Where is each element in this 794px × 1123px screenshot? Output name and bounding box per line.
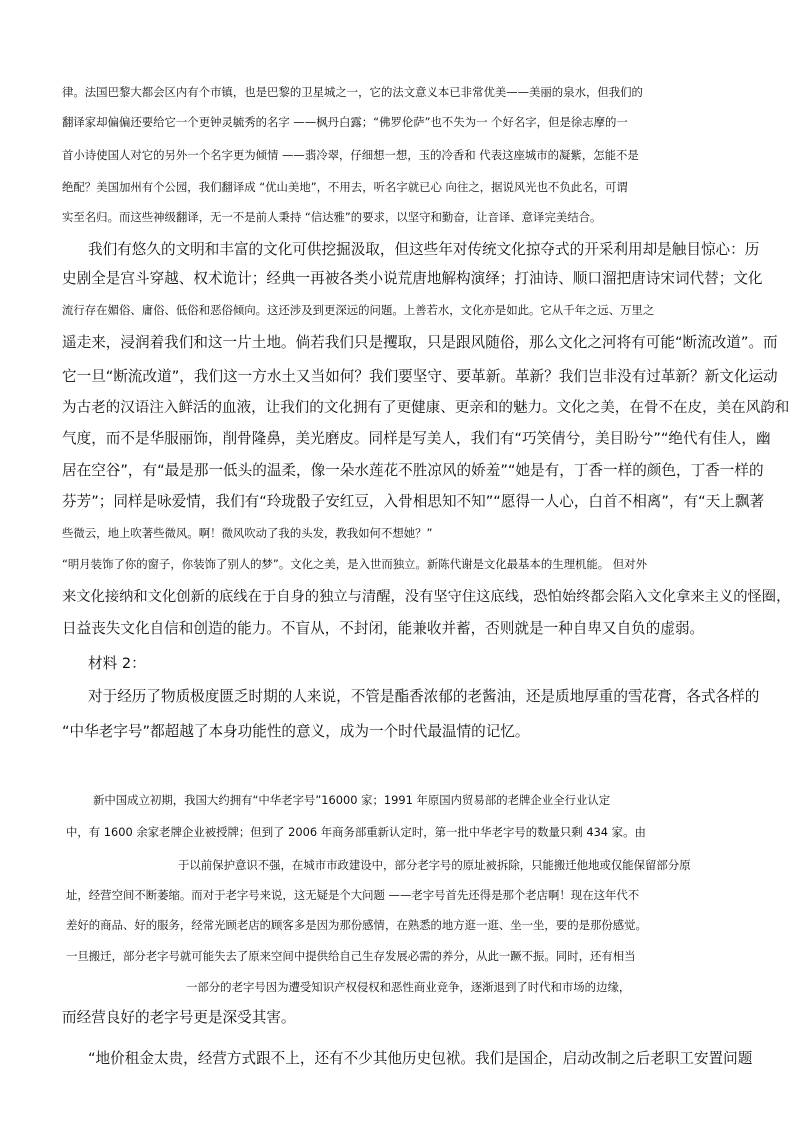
text-line: 差好的商品、好的服务，经常光顾老店的顾客多是因为那份感情，在熟悉的地方逛一逛、坐一坐，要的是那份感觉。: [66, 918, 647, 932]
text-line: 遥走来，浸润着我们和这一片土地。倘若我们只是攫取，只是跟风随俗，那么文化之河将有可能“断流改道”。而: [62, 334, 778, 351]
text-line: 为古老的汉语注入鲜活的血液，让我们的文化拥有了更健康、更亲和的魅力。文化之美，在骨不在皮，美在风韵和: [62, 399, 790, 416]
text-line: 于以前保护意识不强，在城市市政建设中，部分老字号的原址被拆除，只能搬迁他地或仅能保留部分原: [178, 858, 691, 872]
text-line: 首小诗使国人对它的另外一个名字更为倾情 ——翡冷翠，仔细想一想，玉的冷香和 代表这座城市的凝紫，怎能不是: [62, 148, 639, 162]
text-line: 流行存在媚俗、庸俗、低俗和恶俗倾向。这还涉及到更深远的问题。上善若水，文化亦是如此。它从千年之远、万里之: [62, 303, 655, 317]
text-line: 翻译家却偏偏还要给它一个更钟灵毓秀的名字 ——枫丹白露；“佛罗伦萨”也不失为一 个好名字，但是徐志摩的一: [62, 115, 628, 129]
text-line: 芬芳”；同样是咏爱情，我们有“玲珑骰子安红豆，入骨相思知不知”“愿得一人心，白首不相离”，有“天上飘著: [62, 493, 765, 510]
text-line: 实至名归。而这些神级翻译，无一不是前人秉持 “信达雅”的要求，以坚守和勤奋，让音译、意译完美结合。: [62, 210, 602, 224]
text-line: 址，经营空间不断萎缩。而对于老字号来说，这无疑是个大问题 ——老字号首先还得是那个老店啊！现在这年代不: [66, 888, 640, 902]
text-line: 对于经历了物质极度匮乏时期的人来说，不管是酯香浓郁的老酱油，还是质地厚重的雪花膏，各式各样的: [88, 688, 760, 705]
text-line: 气度，而不是华服丽饰，削骨隆鼻，美光磨皮。同样是写美人，我们有“巧笑倩兮，美目盼兮”“绝代有佳人，幽: [62, 430, 771, 447]
text-line: 新中国成立初期，我国大约拥有“中华老字号”16000 家；1991 年原国内贸易部的老牌企业全行业认定: [93, 793, 611, 807]
text-line: 一部分的老字号因为遭受知识产权侵权和恶性商业竞争，逐渐退到了时代和市场的边缘，: [186, 980, 631, 994]
text-line: “地价租金太贵，经营方式跟不上，还有不少其他历史包袱。我们是国企，启动改制之后老职工安置问题: [88, 1050, 753, 1067]
text-line: “明月装饰了你的窗子，你装饰了别人的梦”。文化之美，是入世而独立。新陈代谢是文化最基本的生理机能。 但对外: [62, 557, 647, 571]
text-line: 中，有 1600 余家老牌企业被授牌；但到了 2006 年商务部重新认定时，第一批中华老字号的数量只剩 434 家。由: [66, 825, 646, 839]
text-line: 日益丧失文化自信和创造的能力。不盲从，不封闭，能兼收并蓄，否则就是一种自卑又自负的虚弱。: [62, 620, 705, 637]
text-line: 一旦搬迁，部分老字号就可能失去了原来空间中提供给自己生存发展必需的养分，从此一蹶不振。同时，还有相当: [66, 949, 636, 963]
text-line: 它一旦“断流改道”，我们这一方水土又当如何？我们要坚守、要革新。革新？我们岂非没有过革新？新文化运动: [62, 368, 778, 385]
text-line: 我们有悠久的文明和丰富的文化可供挖掘汲取，但这些年对传统文化掠夺式的开采利用却是触目惊心：历: [88, 241, 760, 258]
text-line: 而经营良好的老字号更是深受其害。: [62, 1009, 296, 1026]
text-line: “中华老字号”都超越了本身功能性的意义，成为一个时代最温情的记忆。: [62, 723, 530, 740]
text-line: 来文化接纳和文化创新的底线在于自身的独立与清醒，没有坚守住这底线，恐怕始终都会陷入文化拿来主义的怪圈，: [62, 589, 791, 605]
text-line: 史剧全是宫斗穿越、权术诡计；经典一再被各类小说荒唐地解构演绎；打油诗、顺口溜把唐诗宋词代替；文化: [62, 270, 763, 287]
text-line: 绝配？美国加州有个公园，我们翻译成 “优山美地”，不用去，听名字就已心 向往之，据说风光也不负此名，可谓: [62, 180, 628, 194]
section-heading: 材料 2：: [88, 655, 146, 672]
text-line: 些微云，地上吹著些微风。啊！微风吹动了我的头发，教我如何不想她？”: [62, 526, 433, 540]
text-line: 律。法国巴黎大都会区内有个市镇，也是巴黎的卫星城之一，它的法文意义本已非常优美——美丽的泉水，但我们的: [62, 85, 643, 99]
text-line: 居在空谷”，有“最是那一低头的温柔，像一朵水莲花不胜凉风的娇羞”“她是有，丁香一样的颜色，丁香一样的: [62, 462, 764, 479]
